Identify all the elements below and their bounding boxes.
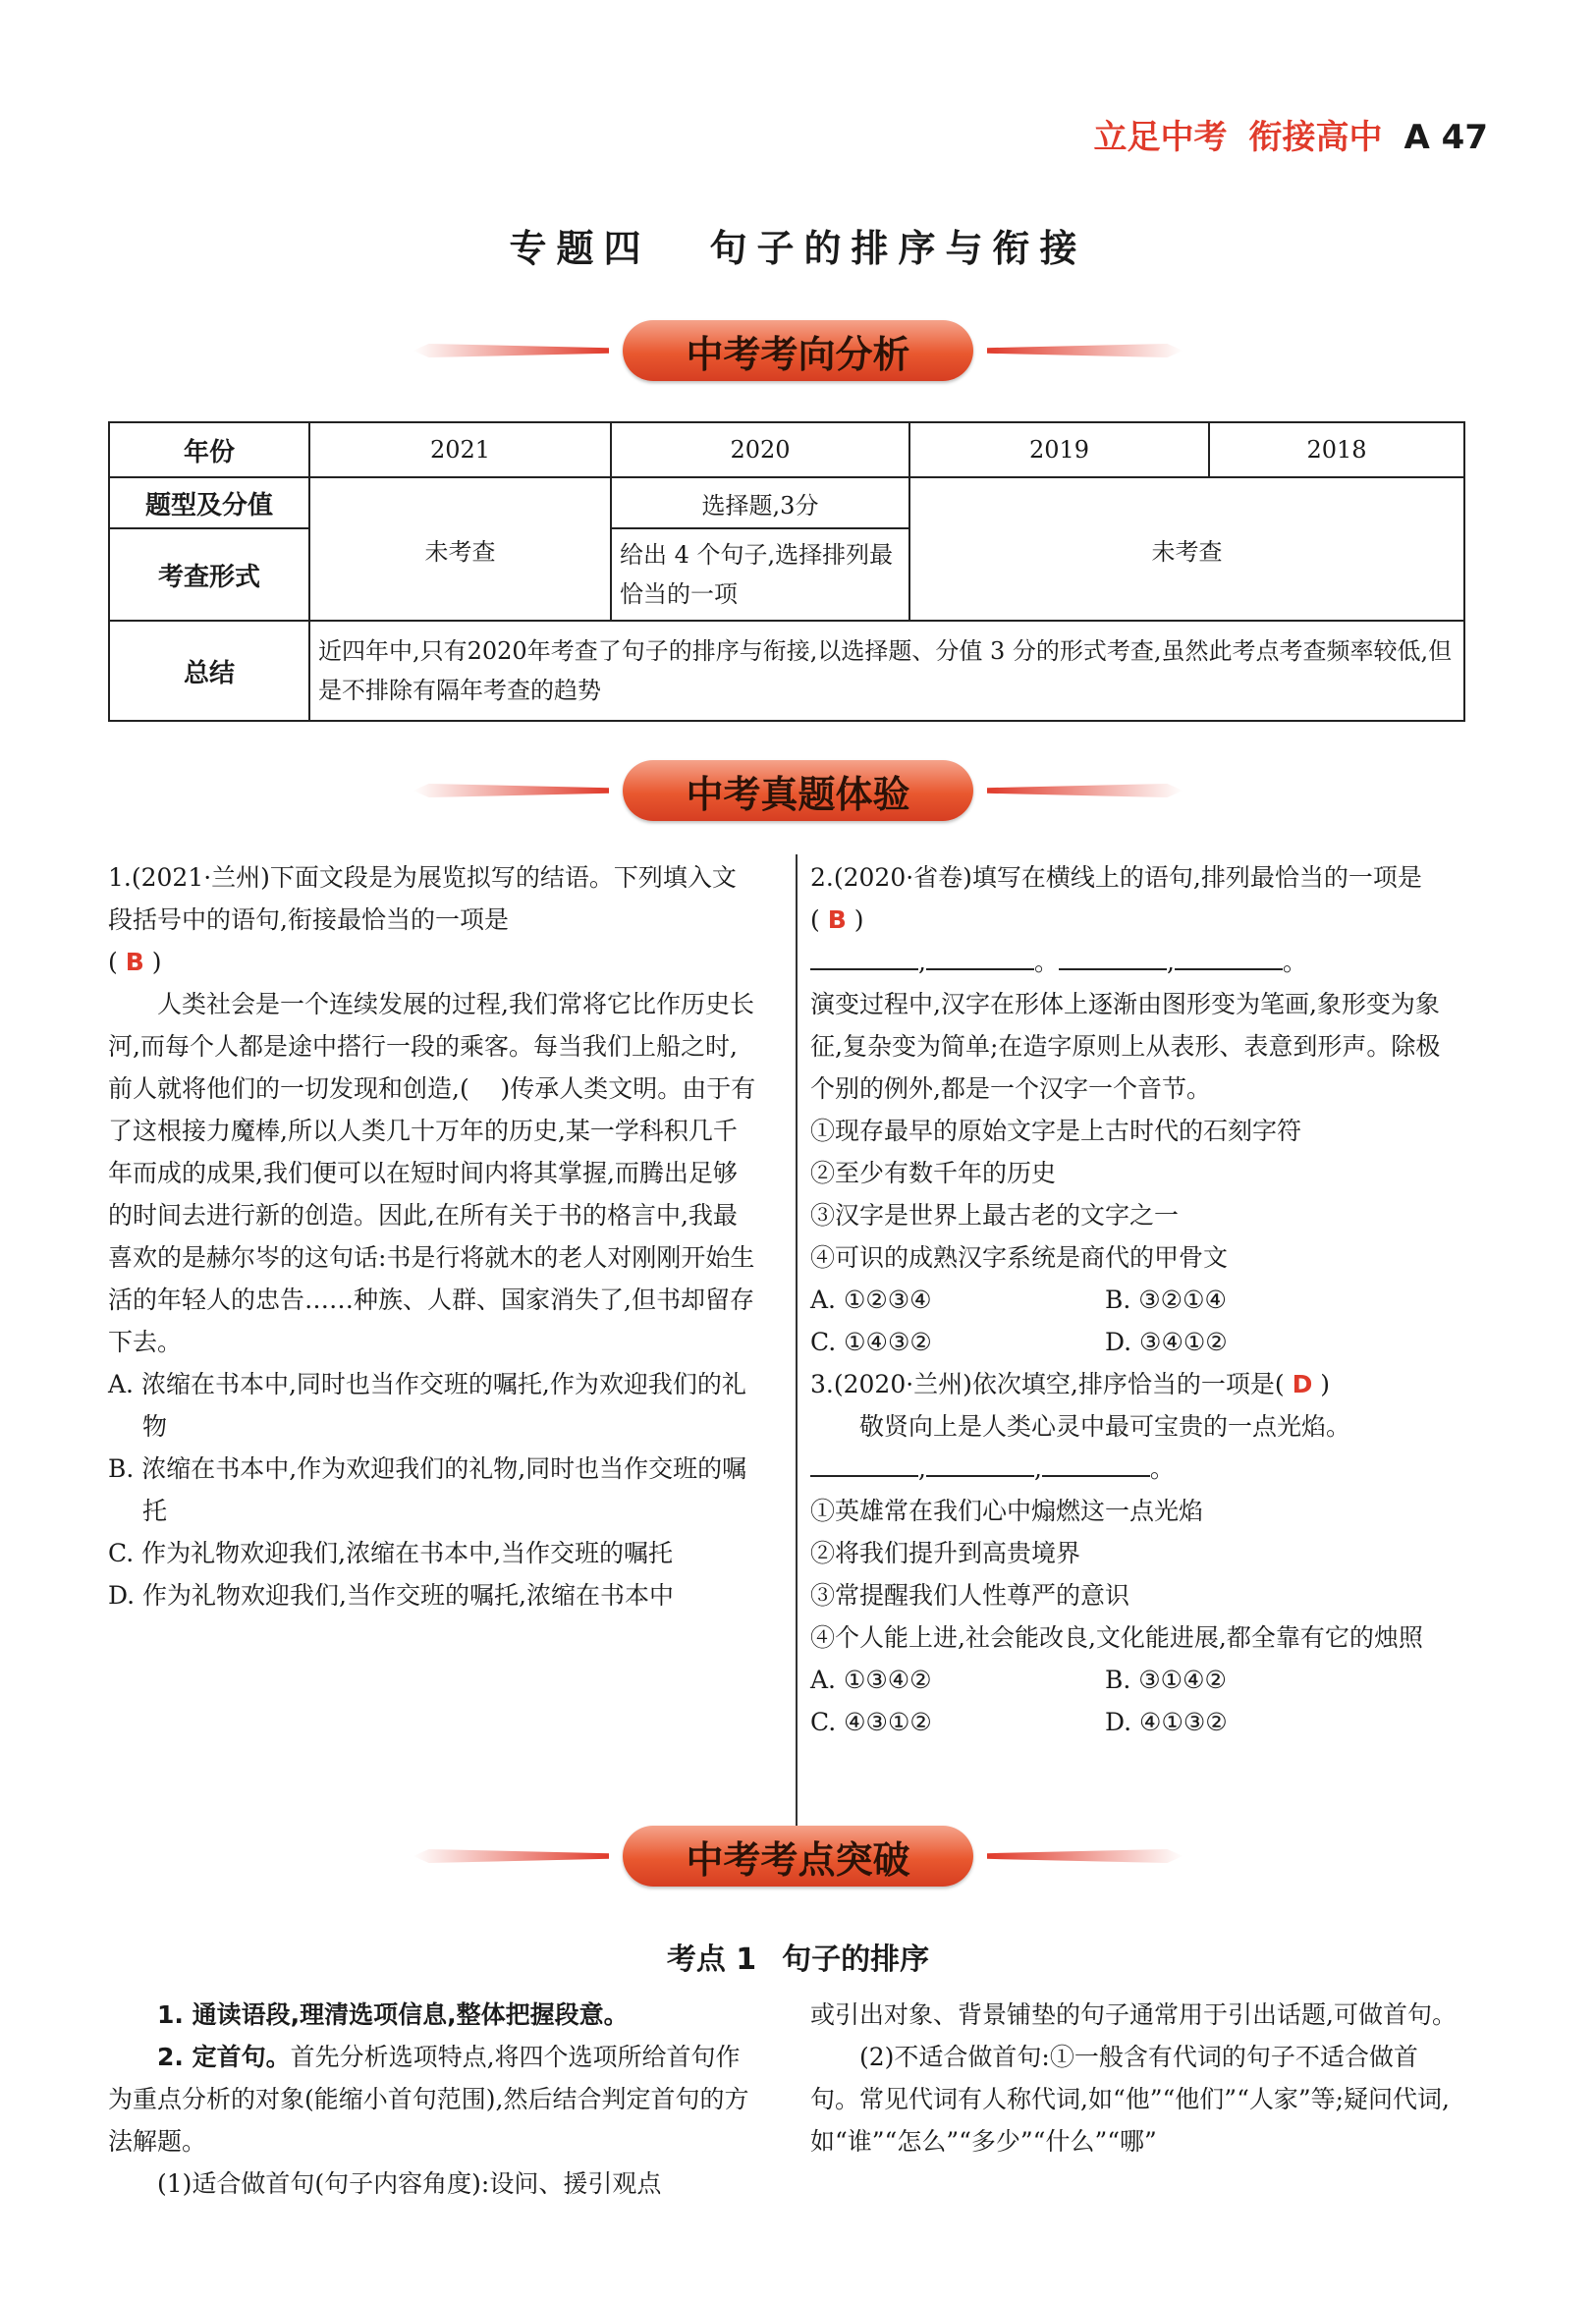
sentence-item: ②将我们提升到高贵境界 [810,1539,1081,1567]
question-passage: 人类社会是一个连续发展的过程,我们常将它比作历史长河,而每个人都是途中搭行一段的乘客。每当我们上船之时,前人就将他们的一切发现和创造,( )传承人类文明。由于有了这根接力魔棒,所以人类几十万年的历史,某一学科积几千年而成的成果,我们便可以在短时间内将其掌握,而腾出足够的时间去进行新的创造。因此,在所有关于书的格言中,我最喜欢的是赫尔岑的这句话:书是行将就木的老人对刚刚开始生活的年轻人的忠告……种族、人群、国家消失了,但书却留存下去。 [108,990,756,1356]
option-a: A. 浓缩在书本中,同时也当作交班的嘱托,作为欢迎我们的礼物 [108,1370,746,1441]
question-passage: 敬贤向上是人类心灵中最可宝贵的一点光焰。 [859,1412,1351,1441]
question-stem: 3.(2020·兰州)依次填空,排序恰当的一项是( D ) [810,1370,1331,1398]
type-cell: 选择题,3分 [611,477,909,528]
page-header [1094,110,1488,158]
sentence-item: ④可识的成熟汉字系统是商代的甲骨文 [810,1243,1229,1272]
row-header: 总结 [109,621,309,721]
header-slogan-2: 衔接高中 [1248,118,1383,157]
table-row [109,477,1464,528]
banner-ornament-left [413,784,609,797]
banner-ornament-right [987,1849,1183,1863]
summary-cell: 近四年中,只有2020年考查了句子的排序与衔接,以选择题、分值 3 分的形式考查,虽然此考点考查频率较低,但是不排除有隔年考查的趋势 [309,621,1464,721]
row-header: 年份 [109,422,309,477]
method-continued: 或引出对象、背景铺垫的句子通常用于引出话题,可做首句。 [810,2000,1457,2029]
option-c: C. ④③①② [810,1708,932,1736]
question-stem: 1.(2021·兰州)下面文段是为展览拟写的结语。下列填入文段括号中的语句,衔接最恰当的一项是 ( B ) [108,863,737,976]
method-step-2: 2. 定首句。首先分析选项特点,将四个选项所给首句作为重点分析的对象(能缩小首句范围),然后结合判定首句的方法解题。 [108,2043,749,2156]
options-row [810,1279,1463,1321]
form-cell: 给出 4 个句子,选择排列最恰当的一项 [611,528,909,621]
banner-analysis [0,316,1596,385]
year-cell: 2021 [309,422,611,477]
banner-label: 中考考向分析 [623,320,972,381]
options-row [810,1701,1463,1743]
banner-label: 中考考点突破 [623,1826,972,1887]
key-point-left [108,1994,756,2205]
question-3 [810,1363,1463,1743]
title-subject: 句子的排序与衔接 [709,226,1087,270]
option-d: D. 作为礼物欢迎我们,当作交班的嘱托,浓缩在书本中 [108,1581,674,1610]
table-row [109,422,1464,477]
header-slogan-1: 立足中考 [1093,118,1228,157]
option-b: B. 浓缩在书本中,作为欢迎我们的礼物,同时也当作交班的嘱托 [108,1454,747,1525]
answer-mark: B [125,948,144,976]
banner-real [0,756,1596,825]
blank-line: , , 。 [810,1448,1463,1490]
banner-points [0,1822,1596,1890]
key-point-right [810,1994,1463,2162]
option-b: B. ③①④② [1105,1666,1227,1694]
option-d: D. ④①③② [1105,1708,1228,1736]
banner-ornament-left [413,344,609,357]
key-point-label: 考点 1 [666,1943,757,1977]
banner-ornament-right [987,784,1183,797]
option-c: C. 作为礼物欢迎我们,浓缩在书本中,当作交班的嘱托 [108,1539,674,1567]
question-1 [108,856,756,1616]
sentence-item: ③常提醒我们人性尊严的意识 [810,1581,1130,1610]
banner-label: 中考真题体验 [623,760,972,821]
sentence-item: ②至少有数千年的历史 [810,1159,1057,1187]
option-d: D. ③④①② [1105,1328,1228,1356]
sentence-item: ①英雄常在我们心中煽燃这一点光焰 [810,1497,1204,1525]
not-tested-cell: 未考查 [909,477,1464,621]
method-step-2-1: (1)适合做首句(句子内容角度):设问、援引观点 [157,2169,662,2198]
blank-line: , 。 , 。 [810,941,1463,983]
option-a: A. ①②③④ [810,1286,932,1314]
question-stem: 2.(2020·省卷)填写在横线上的语句,排列最恰当的一项是( B ) [810,863,1422,934]
options-row [810,1659,1463,1701]
option-c: C. ①④③② [810,1328,932,1356]
question-passage: 演变过程中,汉字在形体上逐渐由图形变为笔画,象形变为象征,复杂变为简单;在造字原则上从表形、表意到形声。除极个别的例外,都是一个汉字一个音节。 [810,990,1441,1103]
method-step-1: 1. 通读语段,理清选项信息,整体把握段意。 [157,2000,629,2029]
banner-ornament-right [987,344,1183,357]
row-header: 考查形式 [109,528,309,621]
column-divider [796,854,798,1836]
banner-ornament-left [413,1849,609,1863]
method-step-2-2: (2)不适合做首句:①一般含有代词的句子不适合做首句。常见代词有人称代词,如“他”“他们”“人家”等;疑问代词,如“谁”“怎么”“多少”“什么”“哪” [810,2043,1451,2156]
sentence-item: ③汉字是世界上最古老的文字之一 [810,1201,1180,1230]
key-point-heading [0,1935,1596,1978]
page-title [0,218,1596,272]
question-2 [810,856,1463,1743]
sentence-item: ①现存最早的原始文字是上古时代的石刻字符 [810,1117,1302,1145]
row-header: 题型及分值 [109,477,309,528]
year-cell: 2018 [1209,422,1464,477]
year-cell: 2020 [611,422,909,477]
sentence-item: ④个人能上进,社会能改良,文化能进展,都全靠有它的烛照 [810,1623,1423,1652]
not-tested-cell: 未考查 [309,477,611,621]
key-point-title: 句子的排序 [782,1943,930,1977]
page-number: A 47 [1403,118,1488,157]
option-b: B. ③②①④ [1105,1286,1227,1314]
answer-mark: D [1292,1370,1313,1398]
analysis-table [108,421,1465,722]
answer-mark: B [827,905,847,934]
option-a: A. ①③④② [810,1666,932,1694]
title-topic: 专题四 [509,226,651,270]
options-row [810,1321,1463,1363]
table-row [109,621,1464,721]
year-cell: 2019 [909,422,1209,477]
